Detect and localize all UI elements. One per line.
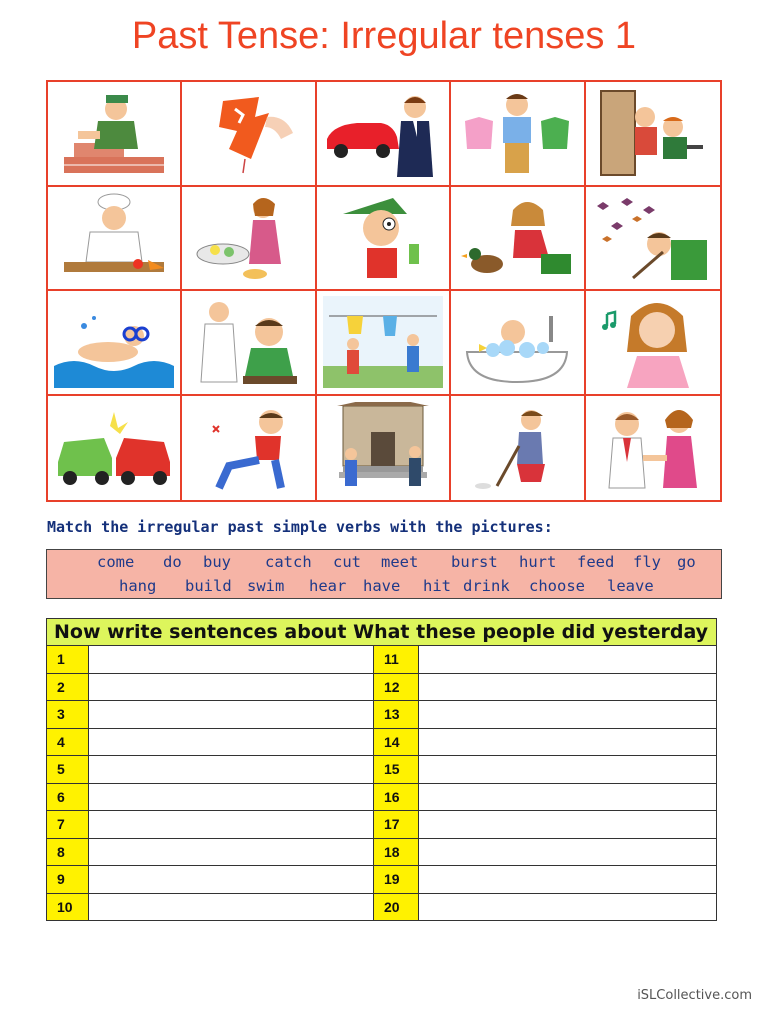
people-hanging-clothes-icon: [323, 296, 443, 388]
table-row: [47, 783, 717, 811]
word-bank-item: feed: [577, 553, 615, 571]
picture-cell: [48, 187, 182, 292]
baby-having-bath-icon: [457, 296, 577, 388]
sentence-answer-line[interactable]: [89, 646, 374, 674]
word-bank-item: swim: [247, 577, 285, 595]
sentence-answer-line[interactable]: [89, 783, 374, 811]
sentence-answer-line[interactable]: [89, 811, 374, 839]
word-bank-item: go: [677, 553, 696, 571]
man-choosing-shirts-icon: [457, 87, 577, 179]
table-row: [47, 646, 717, 674]
sentences-table: [46, 618, 717, 921]
man-hurting-leg-icon: [189, 402, 309, 494]
word-bank-item: hit: [423, 577, 451, 595]
page-title: Past Tense: Irregular tenses 1: [131, 15, 637, 57]
word-bank-item: leave: [607, 577, 654, 595]
picture-cell: [317, 187, 451, 292]
sentence-number: 9: [47, 866, 89, 894]
table-row: [47, 701, 717, 729]
sentence-answer-line[interactable]: [89, 701, 374, 729]
girl-feeding-duck-icon: [457, 192, 577, 284]
picture-cell: [317, 396, 451, 501]
table-row: [47, 811, 717, 839]
word-bank-item: buy: [203, 553, 231, 571]
picture-grid: [46, 80, 722, 502]
sentence-answer-line[interactable]: [89, 838, 374, 866]
people-going-to-school-icon: [323, 402, 443, 494]
table-row: [47, 866, 717, 894]
sentences-heading: Now write sentences about What these people did yesterday: [47, 619, 717, 646]
man-swimming-icon: [54, 296, 174, 388]
picture-cell: [48, 291, 182, 396]
cars-crashing-icon: [54, 402, 174, 494]
picture-cell: [182, 291, 316, 396]
word-bank-item: hang: [119, 577, 157, 595]
sentence-number: 18: [374, 838, 419, 866]
picture-cell: [48, 82, 182, 187]
people-meeting-handshake-icon: [593, 402, 713, 494]
balloon-bursting-icon: [189, 87, 309, 179]
sentence-number: 13: [374, 701, 419, 729]
sentence-number: 5: [47, 756, 89, 784]
sentence-answer-line[interactable]: [419, 866, 717, 894]
sentence-number: 14: [374, 728, 419, 756]
girl-hearing-music-icon: [593, 296, 713, 388]
woman-cleaning-floor-icon: [457, 402, 577, 494]
boy-raking-leaves-icon: [593, 192, 713, 284]
picture-cell: [586, 396, 720, 501]
woman-washing-dishes-icon: [189, 192, 309, 284]
picture-cell: [451, 82, 585, 187]
sentence-number: 20: [374, 893, 419, 921]
bricklayer-building-wall-icon: [54, 87, 174, 179]
sentence-answer-line[interactable]: [419, 783, 717, 811]
word-bank-item: cut: [333, 553, 361, 571]
picture-cell: [182, 82, 316, 187]
word-bank-item: hurt: [519, 553, 557, 571]
sentence-number: 17: [374, 811, 419, 839]
picture-cell: [48, 396, 182, 501]
sentence-number: 16: [374, 783, 419, 811]
word-bank-item: meet: [381, 553, 419, 571]
word-bank: [46, 549, 722, 599]
word-bank-item: choose: [529, 577, 585, 595]
sentence-answer-line[interactable]: [419, 811, 717, 839]
site-watermark: iSLCollective.com: [637, 988, 752, 1003]
word-bank-item: burst: [451, 553, 498, 571]
instruction-text: Match the irregular past simple verbs with the pictures:: [47, 518, 553, 536]
picture-cell: [317, 291, 451, 396]
sentence-answer-line[interactable]: [89, 728, 374, 756]
picture-cell: [451, 396, 585, 501]
sentence-number: 7: [47, 811, 89, 839]
sentence-number: 10: [47, 893, 89, 921]
picture-cell: [182, 187, 316, 292]
sentence-number: 19: [374, 866, 419, 894]
word-bank-item: build: [185, 577, 232, 595]
picture-cell: [317, 82, 451, 187]
sentence-number: 15: [374, 756, 419, 784]
chef-cutting-vegetables-icon: [54, 192, 174, 284]
picture-cell: [586, 82, 720, 187]
sentence-answer-line[interactable]: [419, 673, 717, 701]
man-leaving-through-door-icon: [593, 87, 713, 179]
picture-cell: [586, 187, 720, 292]
word-bank-item: have: [363, 577, 401, 595]
picture-cell: [451, 291, 585, 396]
picture-cell: [182, 396, 316, 501]
table-row: [47, 673, 717, 701]
sentence-answer-line[interactable]: [419, 893, 717, 921]
man-with-new-car-icon: [323, 87, 443, 179]
word-bank-item: come: [97, 553, 135, 571]
word-bank-item: fly: [633, 553, 661, 571]
table-row: [47, 838, 717, 866]
sentence-answer-line[interactable]: [419, 756, 717, 784]
sentence-number: 8: [47, 838, 89, 866]
sentence-answer-line[interactable]: [89, 756, 374, 784]
sentence-number: 6: [47, 783, 89, 811]
sentence-number: 2: [47, 673, 89, 701]
table-row: [47, 728, 717, 756]
word-bank-item: hear: [309, 577, 347, 595]
sentence-answer-line[interactable]: [419, 646, 717, 674]
sentence-number: 3: [47, 701, 89, 729]
sentence-answer-line[interactable]: [419, 701, 717, 729]
sentence-number: 4: [47, 728, 89, 756]
picture-cell: [586, 291, 720, 396]
word-bank-item: drink: [463, 577, 510, 595]
sentence-number: 1: [47, 646, 89, 674]
picture-cell: [451, 187, 585, 292]
sentence-answer-line[interactable]: [419, 838, 717, 866]
sentence-answer-line[interactable]: [89, 673, 374, 701]
word-bank-item: do: [163, 553, 182, 571]
word-bank-item: catch: [265, 553, 312, 571]
sentence-number: 11: [374, 646, 419, 674]
sentence-answer-line[interactable]: [419, 728, 717, 756]
sentence-answer-line[interactable]: [89, 893, 374, 921]
table-row: [47, 893, 717, 921]
sentence-number: 12: [374, 673, 419, 701]
boy-drinking-icon: [323, 192, 443, 284]
table-row: [47, 756, 717, 784]
doctor-with-patient-icon: [189, 296, 309, 388]
sentence-answer-line[interactable]: [89, 866, 374, 894]
